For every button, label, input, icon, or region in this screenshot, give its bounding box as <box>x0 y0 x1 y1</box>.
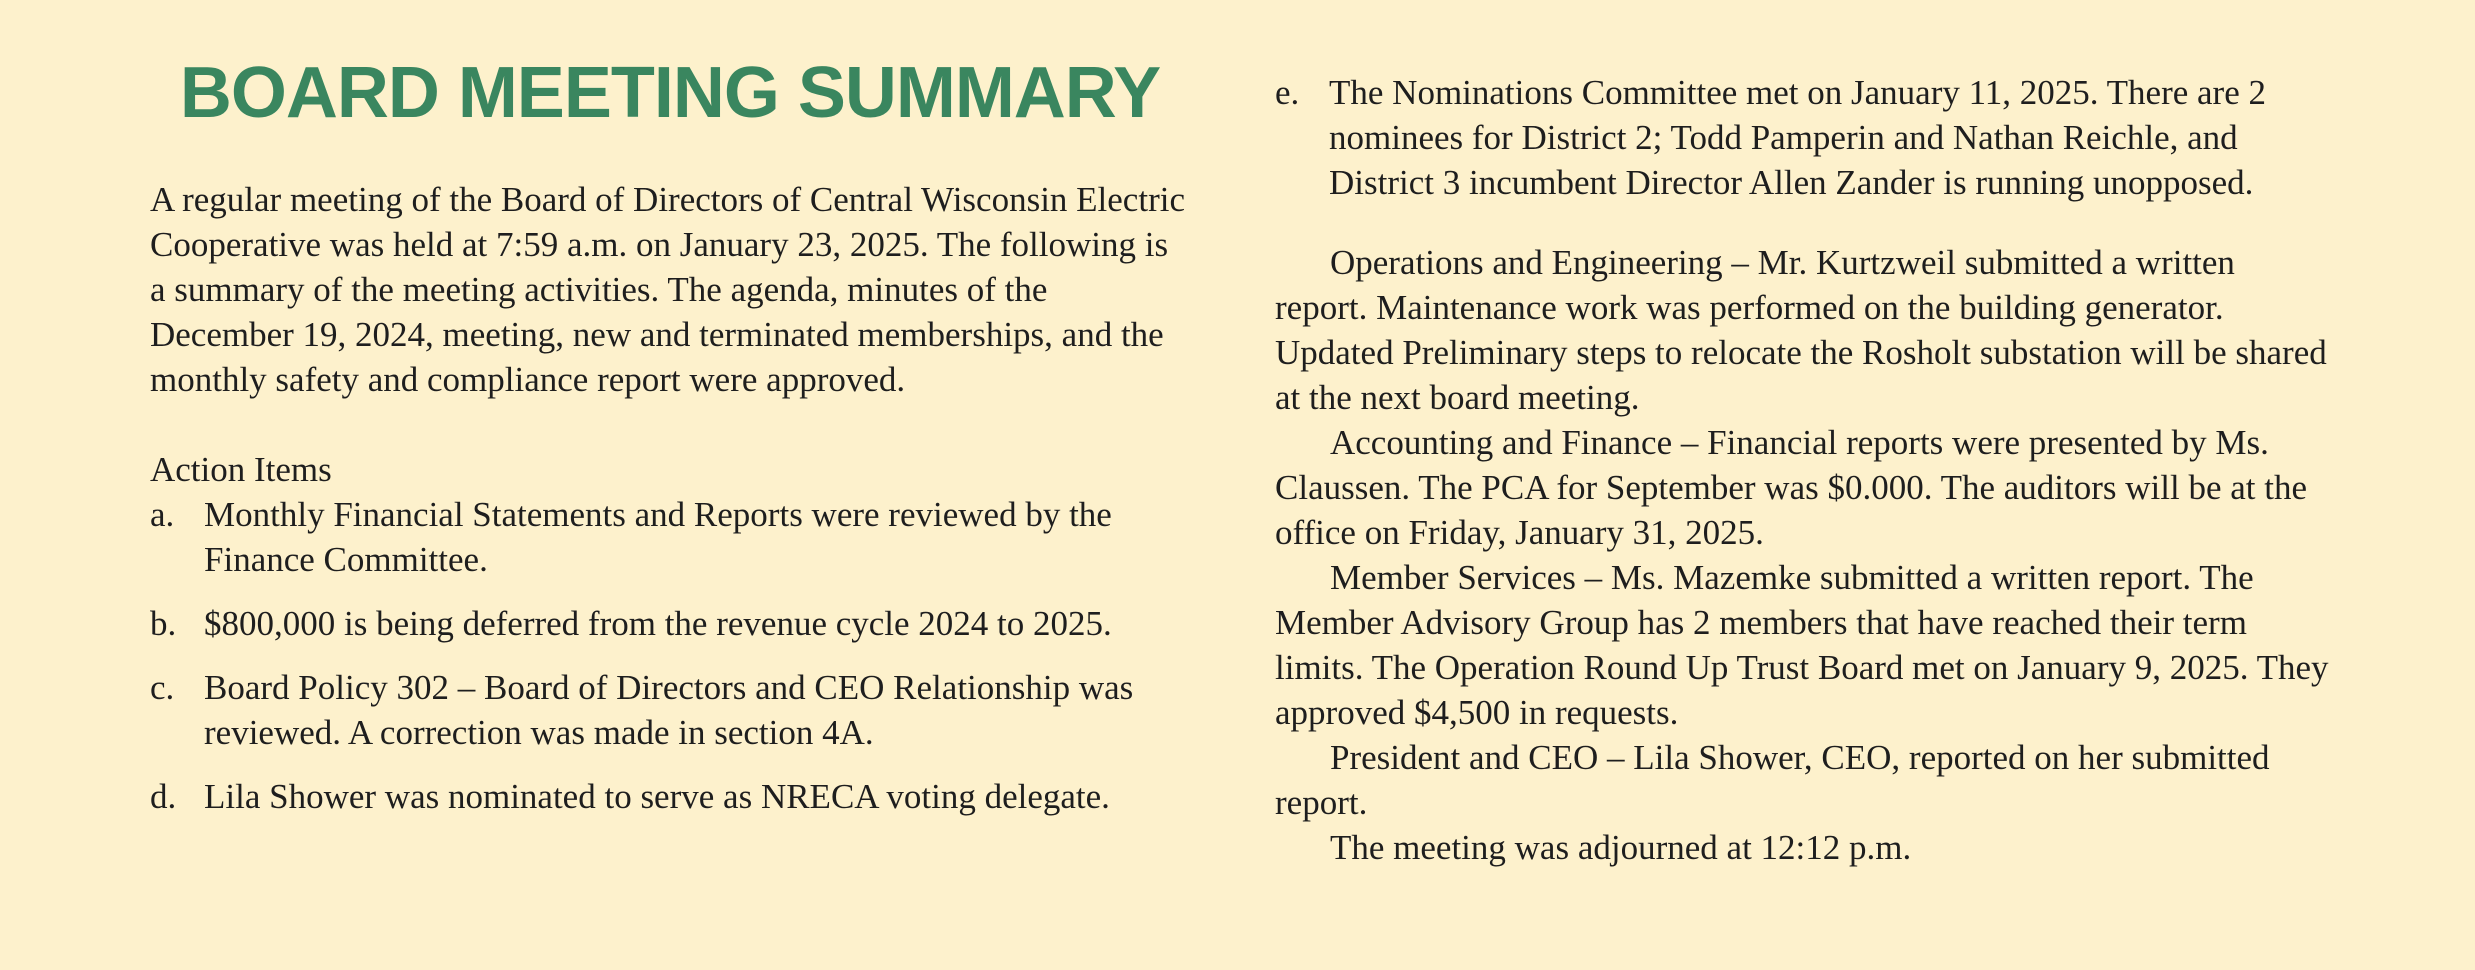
member-services-report-paragraph: Member Services – Ms. Mazemke submitted a written report. The Member Advisory Group has 2 members that have reached their term limits. The Operation Round Up Trust Board met on January 9, 2025. They approved $4,500 in requests. <box>1275 558 2329 732</box>
action-items-list <box>150 492 1190 819</box>
adjournment-paragraph: The meeting was adjourned at 12:12 p.m. <box>1330 828 1912 867</box>
action-item-text: $800,000 is being deferred from the revenue cycle 2024 to 2025. <box>204 603 1112 643</box>
intro-paragraph: A regular meeting of the Board of Directors of Central Wisconsin Electric Cooperative was held at 7:59 a.m. on January 23, 2025. The following is a summary of the meeting activities. The agenda, minutes of the December 19, 2024, meeting, new and terminated memberships, and the monthly safety and compliance report were approved. <box>150 179 1185 399</box>
action-item-letter: b. <box>150 603 177 643</box>
action-item-letter: d. <box>150 776 177 816</box>
action-item-letter: e. <box>1275 73 1300 112</box>
left-column <box>150 52 1190 838</box>
action-item-text: The Nominations Committee met on January 11, 2025. There are 2 nominees for District 2; Todd Pamperin and Nathan Reichle, and District 3 incumbent Director Allen Zander is running unopposed. <box>1329 73 2267 202</box>
action-items-heading: Action Items <box>150 449 332 489</box>
action-item <box>1275 70 2335 205</box>
action-item-text: Lila Shower was nominated to serve as NRECA voting delegate. <box>204 776 1110 816</box>
action-item-letter: c. <box>150 667 175 707</box>
page-title: BOARD MEETING SUMMARY <box>179 53 1161 133</box>
right-column <box>1275 70 2335 870</box>
action-item-letter: a. <box>150 494 175 534</box>
operations-report-paragraph: Operations and Engineering – Mr. Kurtzweil submitted a written report. Maintenance work was performed on the building generator. Updated Preliminary steps to relocate the Rosholt substation will be shared at the next board meeting. <box>1275 243 2327 417</box>
action-item <box>150 774 1190 819</box>
action-items-list-continued <box>1275 70 2335 205</box>
finance-report-paragraph: Accounting and Finance – Financial reports were presented by Ms. Claussen. The PCA for September was $0.000. The auditors will be at the office on Friday, January 31, 2025. <box>1275 423 2308 552</box>
action-item-text: Board Policy 302 – Board of Directors and CEO Relationship was reviewed. A correction was made in section 4A. <box>204 667 1134 752</box>
action-item <box>150 601 1190 646</box>
ceo-report-paragraph: President and CEO – Lila Shower, CEO, reported on her submitted report. <box>1275 738 2270 822</box>
action-item-text: Monthly Financial Statements and Reports were reviewed by the Finance Committee. <box>204 494 1112 579</box>
action-item <box>150 665 1190 755</box>
action-item <box>150 492 1190 582</box>
